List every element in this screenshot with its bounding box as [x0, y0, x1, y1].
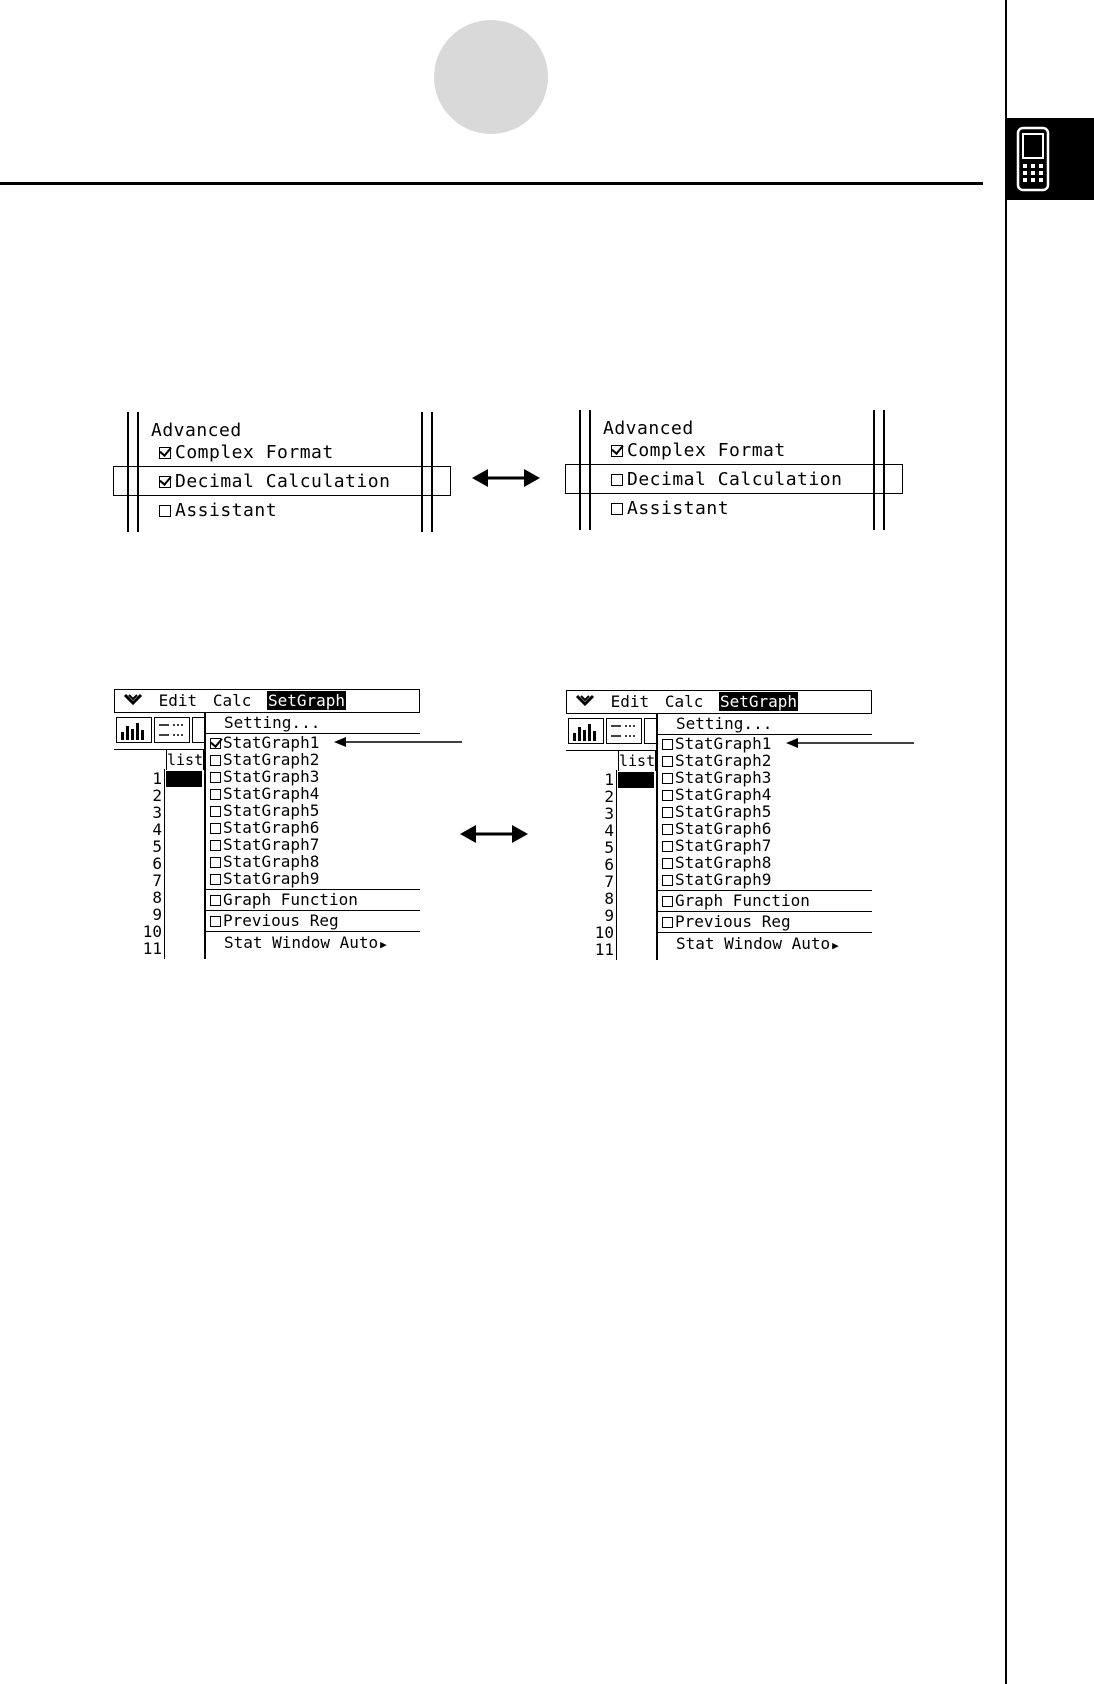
row-number: 10 [594, 923, 614, 942]
stat-window-item[interactable]: Stat Window Auto ▶ [676, 934, 839, 953]
setgraph-dropdown [656, 714, 872, 960]
checkbox-unchecked[interactable] [210, 806, 221, 817]
row-number: 4 [152, 820, 162, 839]
checkbox-unchecked[interactable] [210, 772, 221, 783]
settings-panel-after [565, 410, 903, 530]
statgraph3-item[interactable]: StatGraph3 [658, 769, 872, 786]
row-number: 5 [604, 838, 614, 857]
graph-editor-button[interactable] [154, 717, 190, 743]
double-arrow-icon [472, 466, 540, 490]
list-column-label: list [619, 752, 656, 770]
statgraph2-item[interactable]: StatGraph2 [206, 751, 420, 768]
margin-rule [1005, 0, 1007, 1684]
statgraph9-item[interactable]: StatGraph9 [658, 871, 872, 888]
checkbox-unchecked[interactable] [210, 857, 221, 868]
menu-bar [114, 689, 420, 713]
checkbox-unchecked[interactable] [210, 789, 221, 800]
setting-menu-item[interactable]: Setting... [676, 714, 773, 733]
row-number: 2 [604, 787, 614, 806]
assistant-option[interactable]: Assistant [159, 500, 277, 522]
cell-cursor[interactable] [618, 772, 654, 788]
statgraph8-item[interactable]: StatGraph8 [658, 854, 872, 871]
row-number: 9 [152, 905, 162, 924]
row-number: 1 [604, 770, 614, 789]
menu-separator [658, 932, 872, 933]
menu-bar [566, 690, 872, 714]
row-number: 4 [604, 821, 614, 840]
row-numbers [114, 769, 165, 959]
statgraph9-item[interactable]: StatGraph9 [206, 870, 420, 887]
decimal-calculation-option[interactable]: Decimal Calculation [159, 471, 390, 493]
row-number: 3 [604, 804, 614, 823]
calc-screen-after [566, 690, 872, 960]
checkbox-unchecked[interactable] [662, 756, 673, 767]
checkbox-unchecked[interactable] [210, 823, 221, 834]
pointer-arrow-icon [786, 736, 916, 750]
checkbox-unchecked[interactable] [662, 841, 673, 852]
calc-screen-before [114, 689, 420, 959]
statgraph4-item[interactable]: StatGraph4 [206, 785, 420, 802]
double-arrow-icon [460, 822, 528, 846]
stat-window-item[interactable]: Stat Window Auto ▶ [224, 933, 387, 952]
graph-function-item[interactable]: Graph Function [658, 892, 872, 909]
checkbox-checked[interactable] [159, 447, 171, 459]
checkbox-unchecked[interactable] [662, 917, 673, 928]
row-number: 10 [142, 922, 162, 941]
statgraph6-item[interactable]: StatGraph6 [206, 819, 420, 836]
triangle-right-icon: ▶ [380, 938, 387, 951]
graph-editor-button[interactable] [606, 718, 642, 744]
checkbox-unchecked[interactable] [611, 503, 623, 515]
menu-edit[interactable]: Edit [158, 691, 198, 710]
checkbox-unchecked[interactable] [662, 773, 673, 784]
statgraph7-item[interactable]: StatGraph7 [206, 836, 420, 853]
triangle-right-icon: ▶ [832, 939, 839, 952]
checkbox-checked[interactable] [159, 476, 171, 488]
panel-heading: Advanced [151, 420, 242, 441]
setgraph-dropdown [204, 713, 420, 959]
menu-setgraph[interactable]: SetGraph [719, 692, 798, 711]
checkbox-unchecked[interactable] [662, 790, 673, 801]
row-number: 7 [604, 872, 614, 891]
checkbox-unchecked[interactable] [210, 874, 221, 885]
checkbox-unchecked[interactable] [611, 474, 623, 486]
checkbox-unchecked[interactable] [662, 896, 673, 907]
checkbox-unchecked[interactable] [662, 807, 673, 818]
chevron-down-icon[interactable] [575, 691, 595, 713]
graph-function-item[interactable]: Graph Function [206, 891, 420, 908]
checkbox-unchecked[interactable] [210, 895, 221, 906]
menu-calc[interactable]: Calc [664, 692, 704, 711]
statgraph4-item[interactable]: StatGraph4 [658, 786, 872, 803]
checkbox-unchecked[interactable] [662, 739, 673, 750]
menu-setgraph[interactable]: SetGraph [267, 691, 346, 710]
statgraph2-item[interactable]: StatGraph2 [658, 752, 872, 769]
checkbox-unchecked[interactable] [662, 875, 673, 886]
list-column-label: list [167, 751, 204, 769]
setting-menu-item[interactable]: Setting... [224, 713, 321, 732]
checkbox-unchecked[interactable] [662, 858, 673, 869]
menu-calc[interactable]: Calc [212, 691, 252, 710]
checkbox-unchecked[interactable] [210, 840, 221, 851]
checkbox-checked[interactable] [611, 445, 623, 457]
header-rule [0, 182, 983, 185]
panel-heading: Advanced [603, 418, 694, 439]
statgraph8-item[interactable]: StatGraph8 [206, 853, 420, 870]
complex-format-option[interactable]: Complex Format [159, 442, 334, 464]
pointer-arrow-icon [334, 735, 464, 749]
cell-cursor[interactable] [166, 771, 202, 787]
statgraph1-item[interactable]: StatGraph1 [658, 735, 872, 752]
checkbox-unchecked[interactable] [210, 916, 221, 927]
previous-reg-item[interactable]: Previous Reg [206, 912, 420, 929]
row-number: 1 [152, 769, 162, 788]
row-number: 11 [142, 939, 162, 958]
row-number: 2 [152, 786, 162, 805]
list-header [566, 750, 656, 771]
checkbox-checked[interactable] [210, 738, 221, 749]
side-tab [1007, 118, 1094, 200]
list-header [114, 749, 204, 770]
calculator-icon [1013, 126, 1053, 192]
graph-window-button[interactable] [568, 718, 604, 744]
row-number: 7 [152, 871, 162, 890]
statgraph5-item[interactable]: StatGraph5 [206, 802, 420, 819]
statgraph1-item[interactable]: StatGraph1 [206, 734, 420, 751]
checkbox-unchecked[interactable] [662, 824, 673, 835]
row-number: 6 [152, 854, 162, 873]
chapter-circle [434, 20, 548, 134]
checkbox-unchecked[interactable] [159, 505, 171, 517]
checkbox-unchecked[interactable] [210, 755, 221, 766]
decimal-calculation-option[interactable]: Decimal Calculation [611, 469, 842, 491]
row-number: 5 [152, 837, 162, 856]
row-number: 9 [604, 906, 614, 925]
statgraph3-item[interactable]: StatGraph3 [206, 768, 420, 785]
row-number: 8 [604, 889, 614, 908]
row-number: 3 [152, 803, 162, 822]
row-number: 8 [152, 888, 162, 907]
row-numbers [566, 770, 617, 960]
statgraph6-item[interactable]: StatGraph6 [658, 820, 872, 837]
complex-format-option[interactable]: Complex Format [611, 440, 786, 462]
settings-panel-before [113, 412, 451, 532]
statgraph5-item[interactable]: StatGraph5 [658, 803, 872, 820]
row-number: 6 [604, 855, 614, 874]
menu-edit[interactable]: Edit [610, 692, 650, 711]
statgraph7-item[interactable]: StatGraph7 [658, 837, 872, 854]
graph-window-button[interactable] [116, 717, 152, 743]
chevron-down-icon[interactable] [123, 690, 143, 712]
assistant-option[interactable]: Assistant [611, 498, 729, 520]
menu-separator [206, 931, 420, 932]
row-number: 11 [594, 940, 614, 959]
previous-reg-item[interactable]: Previous Reg [658, 913, 872, 930]
